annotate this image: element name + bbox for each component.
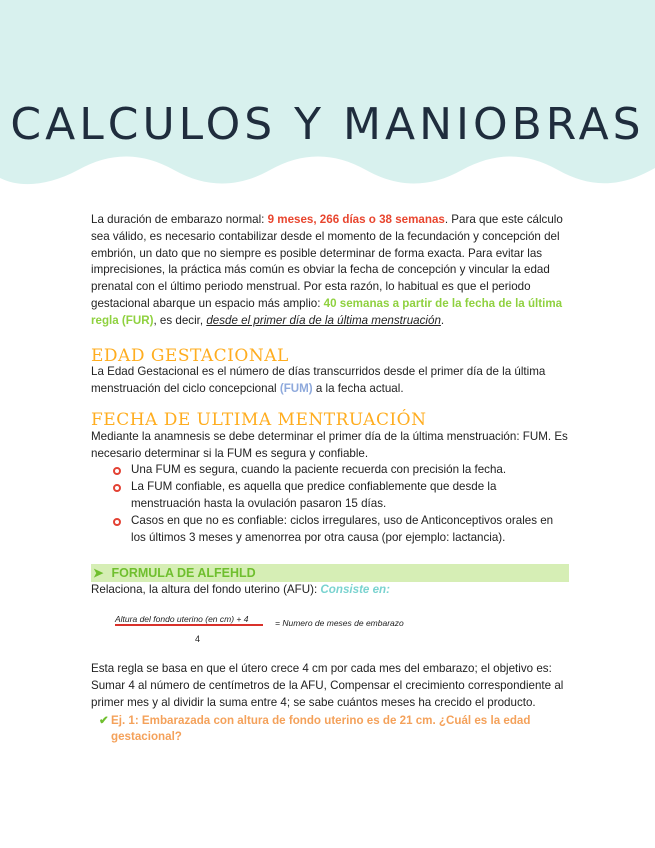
example-item [91, 713, 569, 747]
formula-denominator: 4 [195, 634, 201, 645]
arrow-right-icon: ➤ [93, 565, 104, 580]
document-body [91, 212, 569, 746]
consiste-label: Consiste en: [320, 583, 390, 597]
example-text: Ej. 1: Embarazada con altura de fondo uterino es de 21 cm. ¿Cuál es la edad gestacional? [111, 713, 531, 744]
fraction-line [115, 624, 263, 626]
list-item: Casos en que no es confiable: ciclos irregulares, uso de Anticonceptivos orales en los últimos 3 meses y amenorrea por otra causa (por ejemplo: lactancia). [131, 513, 569, 547]
formula-paragraph: Esta regla se basa en que el útero crece 4 cm por cada mes del embarazo; el objetivo es: Sumar 4 al número de centímetros de la AFU, Compensar el crecimiento correspondiente al primer mes y al dividir la suma entre 4; se sabe cuántos meses ha crecido el producto. [91, 662, 564, 709]
fecha-paragraph: Mediante la anamnesis se debe determinar el primer día de la última menstruación: FUM. Es necesario determinar si la FUM es segura y confiable. [91, 429, 568, 460]
list-item: La FUM confiable, es aquella que predice confiablemente que desde la menstruación hasta la ovulación pasaron 15 días. [131, 479, 569, 513]
fum-bullet-list [91, 462, 569, 546]
fur-highlight: 40 semanas a partir de la fecha de la última regla (FUR) [91, 296, 563, 327]
intro-paragraph: La duración de embarazo normal: 9 meses, 266 días o 38 semanas. Para que este cálculo sea válido, es necesario contabilizar desde el momento de la fecundación y concepción del embrión, un dato que no siempre es posible determinar de forma exacta. Para evitar las imprecisiones, la práctica más común es obviar la fecha de concepción y vincular la edad prenatal con el último periodo menstrual. Por esta razón, lo habitual es que el periodo gestacional abarque un espacio más amplio: 40 semanas a partir de la fecha de la última regla (FUR), es decir, desde el primer día de la última menstruación. [91, 213, 563, 327]
duration-highlight: 9 meses, 266 días o 38 semanas [267, 213, 445, 226]
underlined-phrase: desde el primer día de la última menstruación [206, 313, 441, 327]
checkmark-icon: ✔ [99, 713, 109, 727]
heading-edad-gestacional: EDAD GESTACIONAL [91, 345, 289, 366]
formula-heading: FORMULA DE ALFEHLD [111, 565, 256, 580]
formula-intro: Relaciona, la altura del fondo uterino (AFU): Consiste en: [91, 583, 390, 597]
page-title: CALCULOS Y MANIOBRAS [10, 99, 645, 151]
list-item: Una FUM es segura, cuando la paciente recuerda con precisión la fecha. [131, 462, 569, 479]
edad-paragraph: La Edad Gestacional es el número de días transcurridos desde el primer día de la última menstruación del ciclo concepcional (FUM) a la fecha actual. [91, 365, 546, 396]
formula-image [91, 601, 569, 661]
heading-fecha-ultima: FECHA DE ULTIMA MENTRUACIÓN [91, 409, 427, 430]
fum-highlight: (FUM) [279, 382, 313, 396]
formula-result: = Numero de meses de embarazo [275, 618, 404, 629]
formula-numerator: Altura del fondo uterino (en cm) + 4 [115, 614, 249, 625]
formula-heading-bar [91, 564, 569, 582]
